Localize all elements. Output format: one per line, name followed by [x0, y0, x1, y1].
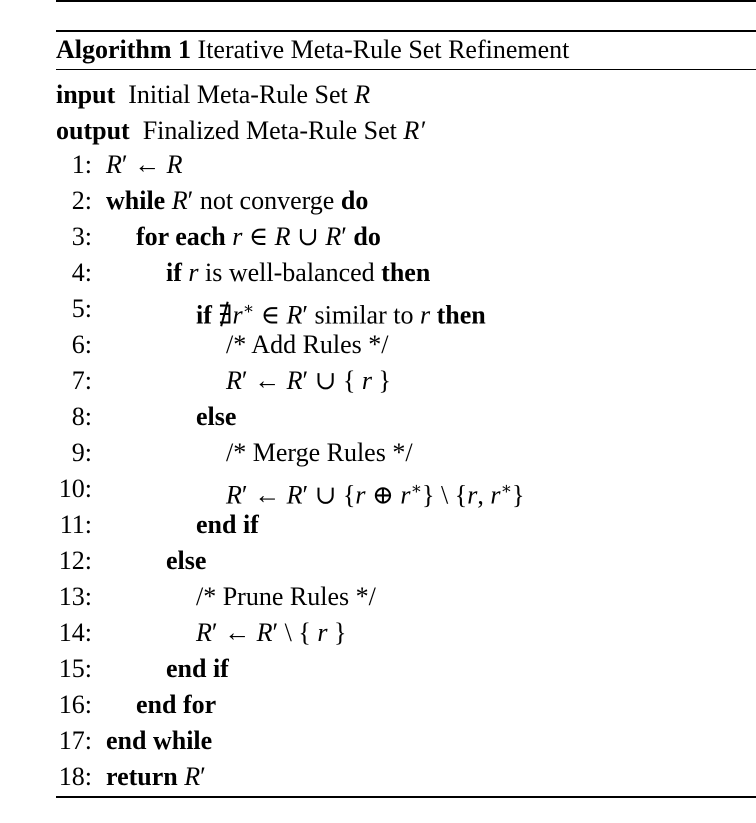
algo-line-11 [0, 507, 756, 543]
algo-line-13 [0, 579, 756, 615]
algo-line-6 [0, 327, 756, 363]
line-content: else [196, 402, 237, 431]
line-number: 16: [58, 690, 92, 719]
line-number: 17: [58, 726, 92, 755]
line-number: 8: [71, 402, 92, 431]
algo-line-7 [0, 363, 756, 399]
algorithm-caption [56, 33, 569, 67]
line-content: end if [196, 510, 259, 539]
line-content: return R′ [106, 762, 206, 791]
caption-label: Algorithm 1 [56, 35, 192, 64]
line-number: 12: [58, 546, 92, 575]
line-content: end if [166, 654, 229, 683]
comment-add-rules: /* Add Rules */ [226, 330, 389, 359]
line-number: 9: [71, 438, 92, 467]
line-number: 4: [71, 258, 92, 287]
line-number: 6: [71, 330, 92, 359]
bottom-rule [56, 796, 756, 798]
input-line [56, 79, 370, 111]
line-number: 10: [58, 474, 92, 503]
input-text: Initial Meta-Rule Set [128, 80, 348, 109]
line-number: 3: [71, 222, 92, 251]
algo-line-5 [0, 291, 756, 330]
line-number: 5: [71, 294, 92, 323]
caption-top-rule [56, 30, 756, 32]
input-var: R [354, 80, 371, 109]
caption-title: Iterative Meta-Rule Set Refinement [197, 35, 570, 64]
algo-line-2 [0, 183, 756, 219]
line-number: 18: [58, 762, 92, 791]
output-keyword: output [56, 116, 130, 145]
algo-line-4 [0, 255, 756, 291]
line-content: for each r ∈ R ∪ R′ do [136, 222, 381, 251]
algo-line-17 [0, 723, 756, 759]
line-number: 7: [71, 366, 92, 395]
line-number: 13: [58, 582, 92, 611]
output-text: Finalized Meta-Rule Set [142, 116, 397, 145]
algo-line-3 [0, 219, 756, 255]
output-line [56, 115, 425, 147]
output-var: R′ [403, 116, 425, 145]
caption-bottom-rule [56, 69, 756, 70]
algo-line-16 [0, 687, 756, 723]
line-content: R′ ← R [106, 150, 183, 179]
line-content: R′ ← R′ \ { r } [196, 618, 347, 647]
comment-merge-rules: /* Merge Rules */ [226, 438, 413, 467]
algo-line-15 [0, 651, 756, 687]
line-content: end for [136, 690, 217, 719]
line-content: if r is well-balanced then [166, 258, 431, 287]
algo-line-9 [0, 435, 756, 471]
line-number: 14: [58, 618, 92, 647]
algo-line-18 [0, 759, 756, 795]
algo-line-12 [0, 543, 756, 579]
line-number: 15: [58, 654, 92, 683]
line-content: else [166, 546, 207, 575]
algo-line-8 [0, 399, 756, 435]
line-content: end while [106, 726, 213, 755]
algo-line-1 [0, 147, 756, 183]
algo-line-10 [0, 471, 756, 510]
input-keyword: input [56, 80, 116, 109]
line-number: 11: [59, 510, 92, 539]
top-rule [56, 0, 756, 2]
line-number: 2: [71, 186, 92, 215]
algo-line-14 [0, 615, 756, 651]
line-content: while R′ not converge do [106, 186, 369, 215]
line-content: if ∄r∗ ∈ R′ similar to r then [196, 299, 486, 330]
comment-prune-rules: /* Prune Rules */ [196, 582, 376, 611]
line-number: 1: [71, 150, 92, 179]
line-content: R′ ← R′ ∪ { r } [226, 366, 392, 395]
line-content: R′ ← R′ ∪ {r ⊕ r∗} \ {r, r∗} [226, 479, 525, 510]
